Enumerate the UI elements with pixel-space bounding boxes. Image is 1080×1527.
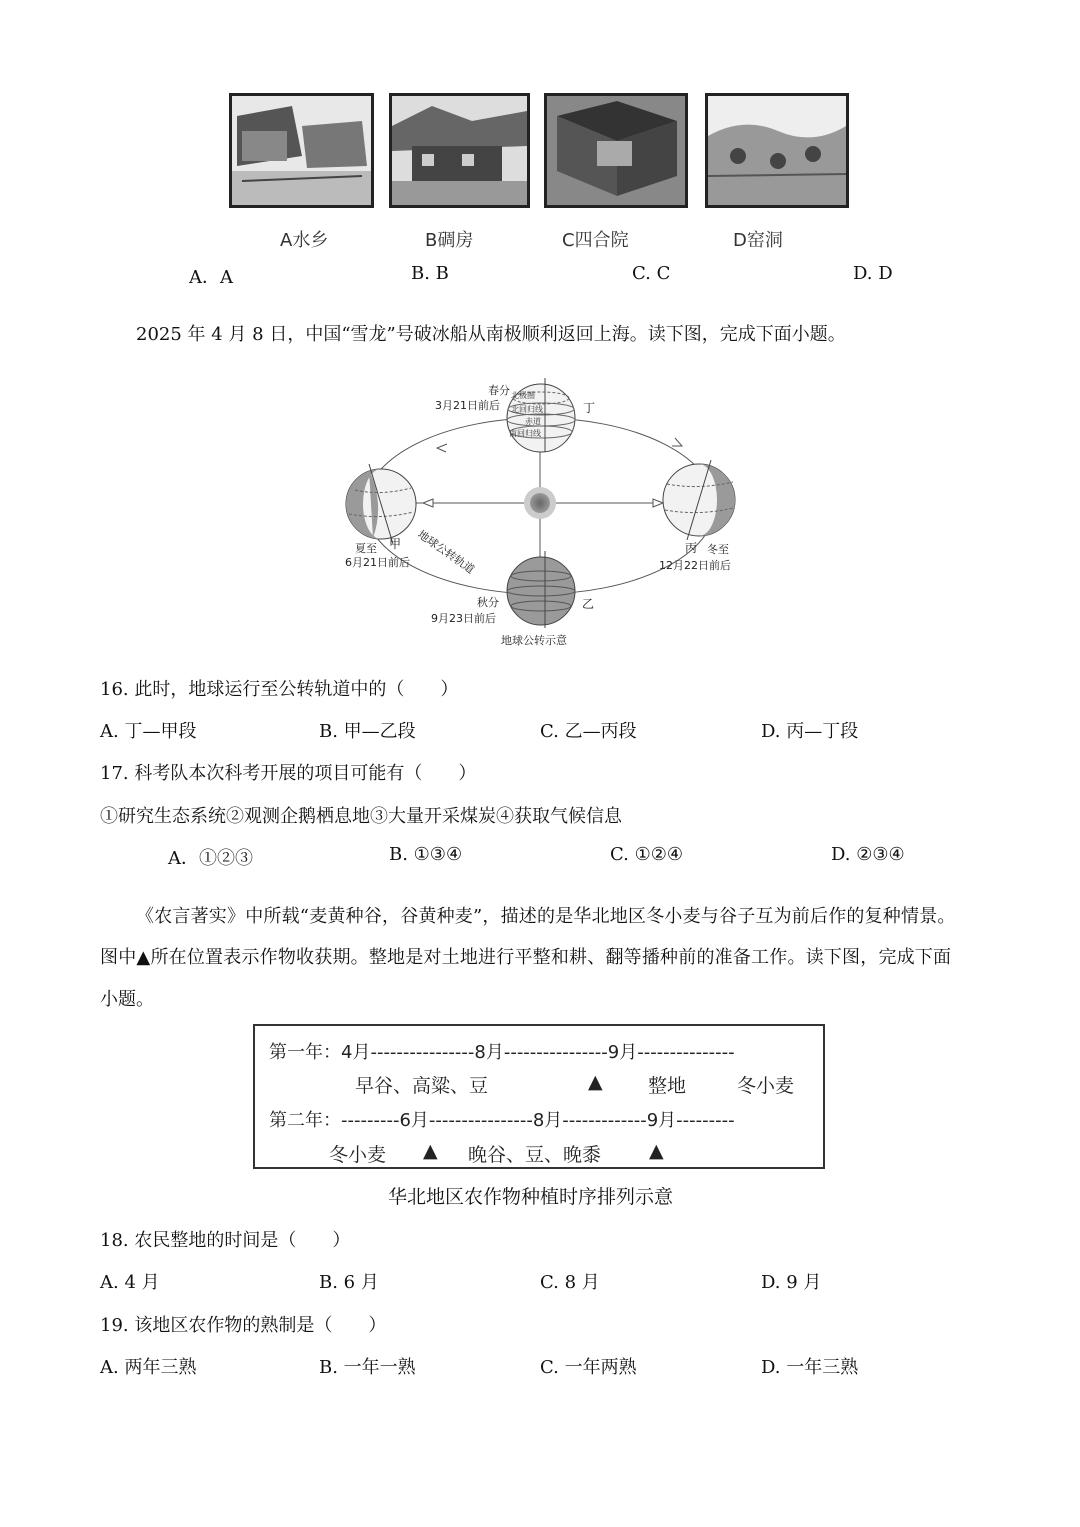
crop-row1-crop: 早谷、高粱、豆 bbox=[355, 1075, 489, 1097]
crop-row2-timeline: 第二年：---------6月----------------8月-------------9月--------- bbox=[269, 1110, 735, 1131]
label-jia: 甲 bbox=[389, 537, 402, 551]
q16-option-b[interactable]: B. 甲—乙段 bbox=[319, 721, 416, 742]
photo-caption-a: A水乡 bbox=[280, 230, 329, 251]
q17-option-b[interactable]: B. ①③④ bbox=[389, 844, 463, 865]
harvest-marker: ▲ bbox=[588, 1071, 603, 1093]
lat-label-arctic: 北极圈 bbox=[511, 391, 535, 400]
orbit-caption: 地球公转示意 bbox=[501, 634, 567, 647]
crop-row1-prep: 整地 bbox=[648, 1075, 687, 1097]
label-winter: 冬至 bbox=[707, 543, 729, 556]
crop-chart-caption: 华北地区农作物种植时序排列示意 bbox=[388, 1186, 674, 1208]
passage-xuelong: 2025 年 4 月 8 日，中国“雪龙”号破冰船从南极顺利返回上海。读下图，完成下面小题。 bbox=[136, 324, 846, 345]
label-summer-date: 6月21日前后 bbox=[345, 556, 410, 569]
earth-autumn bbox=[507, 551, 575, 628]
label-orbit: 地球公转轨道 bbox=[415, 527, 477, 577]
lat-label-tropic-n: 北回归线 bbox=[511, 405, 543, 414]
photo-caption-c: C四合院 bbox=[562, 230, 629, 251]
q18-option-c[interactable]: C. 8 月 bbox=[540, 1272, 600, 1293]
sun-icon bbox=[524, 487, 556, 519]
q16-option-c[interactable]: C. 乙—丙段 bbox=[540, 721, 637, 742]
q15-option-c[interactable]: C. C bbox=[632, 263, 671, 284]
photo-courtyard bbox=[544, 93, 688, 208]
crop-row1-wheat: 冬小麦 bbox=[737, 1075, 795, 1097]
label-spring: 春分 bbox=[488, 384, 510, 397]
q17-option-c[interactable]: C. ①②④ bbox=[610, 844, 683, 865]
crop-sequence-chart bbox=[253, 1024, 825, 1169]
earth-summer bbox=[346, 464, 416, 544]
harvest-marker: ▲ bbox=[649, 1140, 664, 1162]
crop-row2-wheat: 冬小麦 bbox=[329, 1144, 387, 1166]
harvest-marker: ▲ bbox=[423, 1140, 438, 1162]
earth-spring bbox=[507, 378, 575, 452]
lat-label-equator: 赤道 bbox=[525, 417, 541, 426]
passage-nongyan-line1: 《农言著实》中所载“麦黄种谷，谷黄种麦”，描述的是华北地区冬小麦与谷子互为前后作的复种情景。 bbox=[136, 906, 956, 927]
crop-row1-timeline: 第一年：4月----------------8月----------------9月--------------- bbox=[269, 1042, 735, 1063]
label-autumn-date: 9月23日前后 bbox=[431, 612, 496, 625]
q19-option-c[interactable]: C. 一年两熟 bbox=[540, 1357, 637, 1378]
label-yi: 乙 bbox=[582, 597, 595, 611]
q16-option-d[interactable]: D. 丙—丁段 bbox=[761, 721, 859, 742]
q15-option-a[interactable]: A．A bbox=[189, 267, 233, 288]
photo-caption-d: D窑洞 bbox=[733, 230, 783, 251]
q19-option-b[interactable]: B. 一年一熟 bbox=[319, 1357, 416, 1378]
q17-option-d[interactable]: D. ②③④ bbox=[831, 844, 905, 865]
q15-option-d[interactable]: D. D bbox=[853, 263, 893, 284]
q17-items: ①研究生态系统②观测企鹅栖息地③大量开采煤炭④获取气候信息 bbox=[100, 806, 622, 827]
q18-option-d[interactable]: D. 9 月 bbox=[761, 1272, 822, 1293]
q19-stem: 19. 该地区农作物的熟制是（ ） bbox=[100, 1315, 387, 1336]
label-winter-date: 12月22日前后 bbox=[659, 559, 731, 572]
crop-row2-crop: 晚谷、豆、晚黍 bbox=[468, 1144, 602, 1166]
passage-nongyan-line3: 小题。 bbox=[100, 989, 154, 1010]
q15-option-b[interactable]: B. B bbox=[411, 263, 449, 284]
orbit-diagram bbox=[345, 376, 737, 648]
lat-label-tropic-s: 南回归线 bbox=[509, 429, 541, 438]
q19-option-a[interactable]: A. 两年三熟 bbox=[100, 1357, 197, 1378]
q19-option-d[interactable]: D. 一年三熟 bbox=[761, 1357, 859, 1378]
passage-nongyan-line2: 图中▲所在位置表示作物收获期。整地是对土地进行平整和耕、翻等播种前的准备工作。读下图，完成下面 bbox=[100, 947, 952, 968]
photo-caption-b: B碉房 bbox=[425, 230, 474, 251]
earth-winter bbox=[663, 460, 735, 540]
q18-option-b[interactable]: B. 6 月 bbox=[319, 1272, 379, 1293]
photo-cave-dwelling bbox=[705, 93, 849, 208]
q16-stem: 16. 此时，地球运行至公转轨道中的（ ） bbox=[100, 679, 459, 700]
label-autumn: 秋分 bbox=[477, 596, 499, 609]
label-ding: 丁 bbox=[583, 401, 596, 415]
photo-stone-house bbox=[389, 93, 530, 208]
q16-option-a[interactable]: A. 丁—甲段 bbox=[100, 721, 197, 742]
label-spring-date: 3月21日前后 bbox=[435, 399, 500, 412]
q17-stem: 17. 科考队本次科考开展的项目可能有（ ） bbox=[100, 763, 477, 784]
photo-water-town bbox=[229, 93, 374, 208]
label-summer: 夏至 bbox=[355, 542, 377, 555]
q18-option-a[interactable]: A. 4 月 bbox=[100, 1272, 160, 1293]
q17-option-a[interactable]: A．①②③ bbox=[168, 848, 253, 869]
label-bing: 丙 bbox=[685, 541, 698, 555]
q18-stem: 18. 农民整地的时间是（ ） bbox=[100, 1230, 351, 1251]
